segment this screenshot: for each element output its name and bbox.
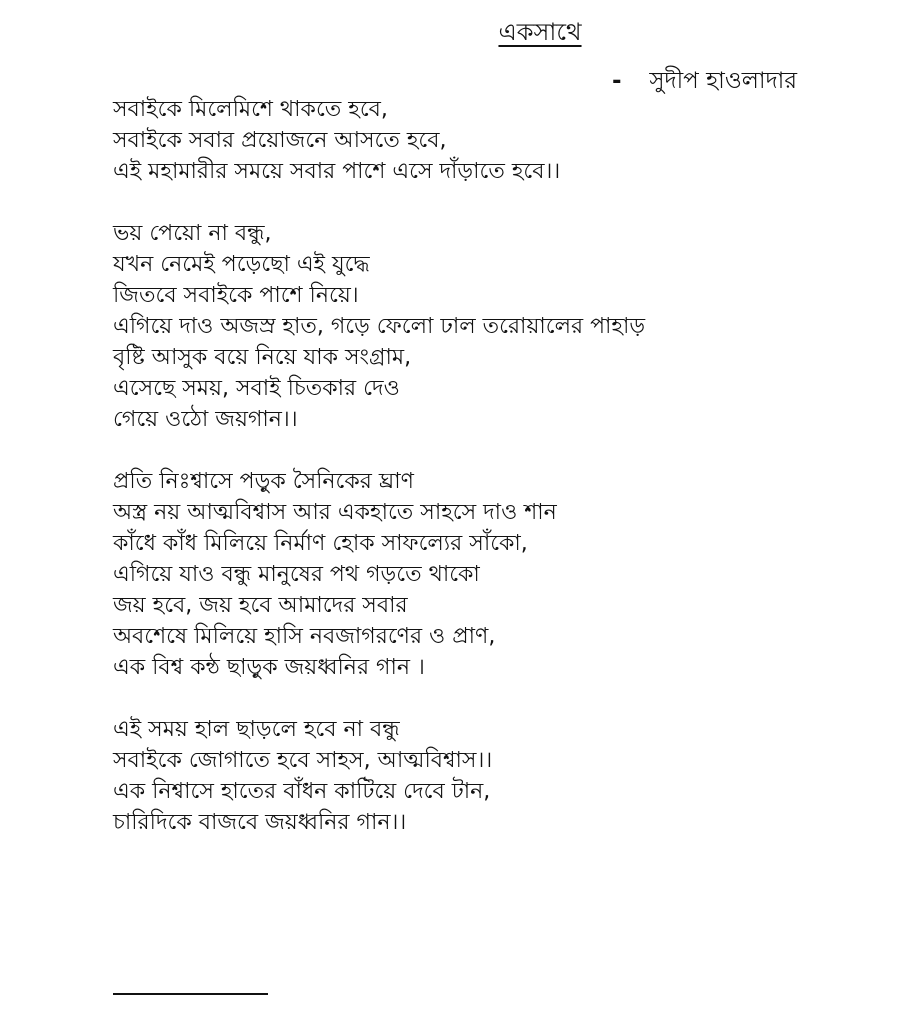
poem-line: সবাইকে সবার প্রয়োজনে আসতে হবে, bbox=[113, 128, 447, 153]
poem-line: যখন নেমেই পড়েছো এই যুদ্ধে bbox=[113, 252, 370, 277]
poem-line: জয় হবে, জয় হবে আমাদের সবার bbox=[113, 593, 408, 618]
poem-body bbox=[113, 94, 893, 869]
poem-line: অবশেষে মিলিয়ে হাসি নবজাগরণের ও প্রাণ, bbox=[113, 624, 496, 649]
stanza-3 bbox=[113, 466, 893, 683]
poem-line: প্রতি নিঃশ্বাসে পড়ুক সৈনিকের ঘ্রাণ bbox=[113, 469, 414, 494]
poem-line: এই মহামারীর সময়ে সবার পাশে এসে দাঁড়াতে হবে।। bbox=[113, 159, 561, 184]
end-divider bbox=[113, 993, 268, 995]
poem-line: গেয়ে ওঠো জয়গান।। bbox=[113, 407, 298, 432]
poem-line: সবাইকে মিলেমিশে থাকতে হবে, bbox=[113, 97, 388, 122]
poem-line: চারিদিকে বাজবে জয়ধ্বনির গান।। bbox=[113, 810, 407, 835]
poem-line: অস্ত্র নয় আত্মবিশ্বাস আর একহাতে সাহসে দাও শান bbox=[113, 500, 557, 525]
poem-line: এগিয়ে যাও বন্ধু মানুষের পথ গড়তে থাকো bbox=[113, 562, 480, 587]
poem-line: এক বিশ্ব কন্ঠ ছাড়ুক জয়ধ্বনির গান । bbox=[113, 655, 425, 680]
author-name: সুদীপ হাওলাদার bbox=[649, 68, 797, 94]
stanza-1 bbox=[113, 94, 893, 187]
poem-line: এগিয়ে দাও অজস্র হাত, গড়ে ফেলো ঢাল তরোয়ালের পাহাড় bbox=[113, 314, 646, 339]
poem-line: জিতবে সবাইকে পাশে নিয়ে। bbox=[113, 283, 359, 308]
author-dash: - bbox=[612, 68, 622, 94]
poem-line: সবাইকে জোগাতে হবে সাহস, আত্মবিশ্বাস।। bbox=[113, 748, 493, 773]
poem-line: কাঁধে কাঁধ মিলিয়ে নির্মাণ হোক সাফল্যের সাঁকো, bbox=[113, 531, 528, 556]
stanza-4 bbox=[113, 714, 893, 838]
stanza-2 bbox=[113, 218, 893, 435]
poem-line: এক নিশ্বাসে হাতের বাঁধন কাটিয়ে দেবে টান, bbox=[113, 779, 491, 804]
poem-line: বৃষ্টি আসুক বয়ে নিয়ে যাক সংগ্রাম, bbox=[113, 345, 412, 370]
poem-line: এসেছে সময়, সবাই চিতকার দেও bbox=[113, 376, 400, 401]
poem-title: একসাথে bbox=[498, 18, 582, 46]
poem-line: ভয় পেয়ো না বন্ধু, bbox=[113, 221, 272, 246]
poem-line: এই সময় হাল ছাড়লে হবে না বন্ধু bbox=[113, 717, 400, 742]
